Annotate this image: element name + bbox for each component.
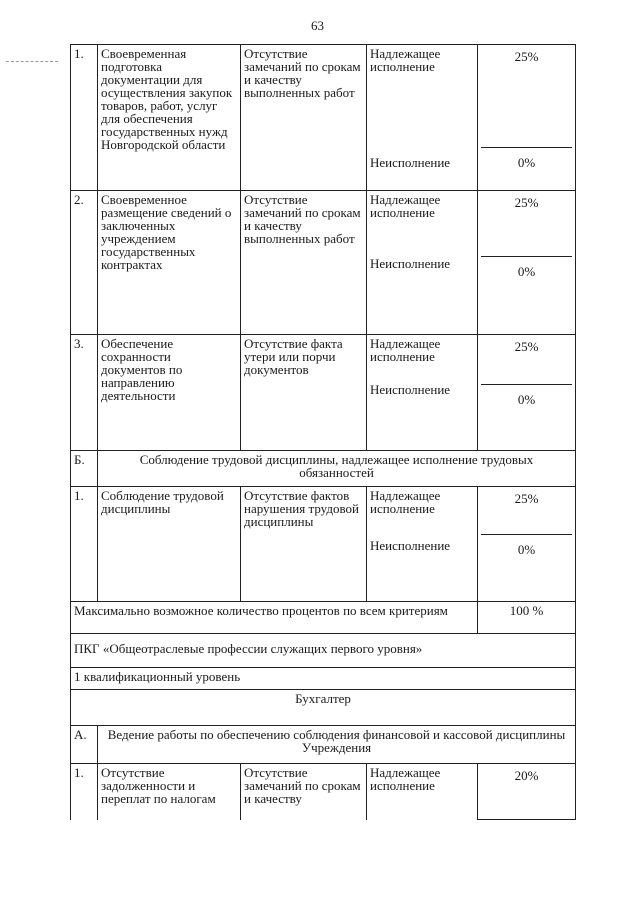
status-bad: Неисполнение: [370, 155, 451, 170]
indicator-cell: Отсутствие задолженности и переплат по налогам: [98, 764, 241, 820]
max-percent-label: Максимально возможное количество процентов по всем критериям: [71, 602, 478, 634]
row-number: 1.: [71, 764, 98, 820]
status-cell: [367, 487, 478, 602]
qualification-row: [71, 668, 576, 690]
scan-artifact-line: [6, 61, 58, 63]
table-row: [71, 191, 576, 335]
status-bad: Неисполнение: [370, 538, 451, 553]
criterion-cell: Отсутствие фактов нарушения трудовой дисциплины: [241, 487, 367, 602]
section-title: Соблюдение трудовой дисциплины, надлежащее исполнение трудовых обязанностей: [98, 451, 576, 487]
percent-cell: [478, 191, 576, 335]
percent-cell: [478, 487, 576, 602]
pkg-line: ПКГ «Общеотраслевые профессии служащих первого уровня»: [71, 634, 576, 668]
section-title: Ведение работы по обеспечению соблюдения финансовой и кассовой дисциплины Учреждения: [98, 726, 576, 764]
criterion-cell: Отсутствие факта утери или порчи документов: [241, 335, 367, 451]
percent-bad: 0%: [481, 256, 572, 334]
qualification-level: 1 квалификационный уровень: [71, 668, 576, 690]
table-row: [71, 487, 576, 602]
position-title: Бухгалтер: [71, 690, 576, 726]
percent-good: 25%: [514, 195, 539, 210]
percent-good: 25%: [514, 491, 539, 506]
percent-bad: 0%: [481, 147, 572, 190]
percent-good: 20%: [514, 768, 539, 783]
table-row: [71, 45, 576, 191]
indicator-cell: Соблюдение трудовой дисциплины: [98, 487, 241, 602]
status-good: Надлежащее исполнение: [370, 765, 441, 793]
criterion-cell: Отсутствие замечаний по срокам и качеству: [241, 764, 367, 820]
percent-good: 25%: [514, 49, 539, 64]
status-bad: Неисполнение: [370, 256, 451, 271]
criterion-cell: Отсутствие замечаний по срокам и качеству выполненных работ: [241, 45, 367, 191]
status-cell: [367, 191, 478, 335]
pkg-row: [71, 634, 576, 668]
table-row: [71, 335, 576, 451]
criteria-table: [70, 44, 576, 820]
row-number: 1.: [71, 45, 98, 191]
table-row: [71, 764, 576, 820]
status-bad: Неисполнение: [370, 382, 451, 397]
max-percent-row: [71, 602, 576, 634]
row-number: 2.: [71, 191, 98, 335]
status-cell: [367, 335, 478, 451]
indicator-cell: Обеспечение сохранности документов по направлению деятельности: [98, 335, 241, 451]
position-row: [71, 690, 576, 726]
indicator-cell: Своевременная подготовка документации для осуществления закупок товаров, работ, услуг для обеспечения государственных нужд Новгородской области: [98, 45, 241, 191]
percent-good: 25%: [514, 339, 539, 354]
criterion-cell: Отсутствие замечаний по срокам и качеству выполненных работ: [241, 191, 367, 335]
status-good: Надлежащее исполнение: [370, 488, 441, 516]
percent-cell: [478, 764, 576, 820]
row-number: 3.: [71, 335, 98, 451]
status-cell: [367, 45, 478, 191]
percent-cell: [478, 335, 576, 451]
percent-bad: 0%: [481, 384, 572, 450]
section-letter: А.: [71, 726, 98, 764]
percent-bad: 0%: [481, 534, 572, 601]
status-cell: [367, 764, 478, 820]
status-good: Надлежащее исполнение: [370, 192, 441, 220]
status-good: Надлежащее исполнение: [370, 46, 441, 74]
section-letter: Б.: [71, 451, 98, 487]
indicator-cell: Своевременное размещение сведений о заключенных учреждением государственных контрактах: [98, 191, 241, 335]
section-header-row: [71, 451, 576, 487]
section-header-row: [71, 726, 576, 764]
page-number: 63: [311, 18, 324, 33]
status-good: Надлежащее исполнение: [370, 336, 441, 364]
row-number: 1.: [71, 487, 98, 602]
percent-cell: [478, 45, 576, 191]
max-percent-value: 100 %: [478, 602, 576, 634]
